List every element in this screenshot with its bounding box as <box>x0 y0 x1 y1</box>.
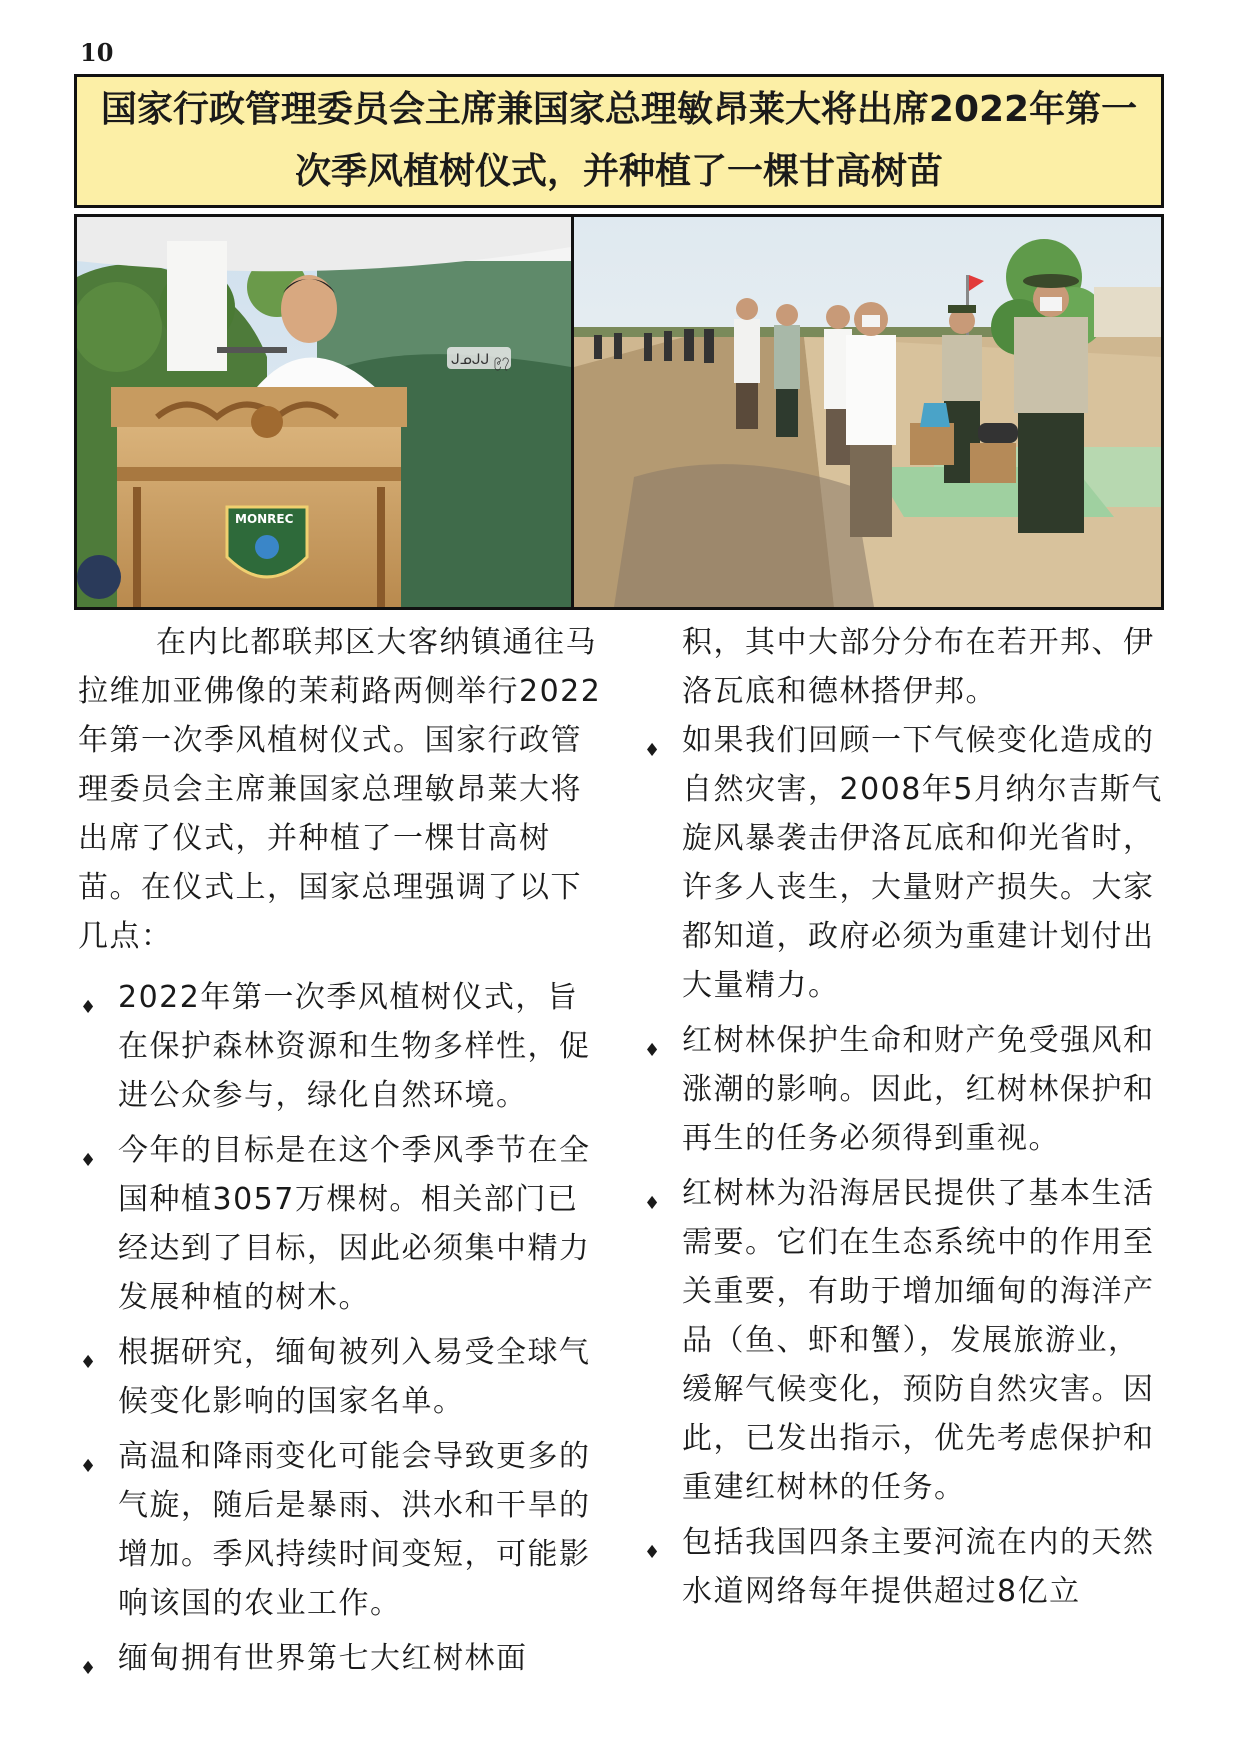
monrec-emblem-label: MONREC <box>235 512 294 526</box>
bullet-diamond-icon: ♦ <box>80 1456 98 1477</box>
bullet-list-right <box>642 716 1170 1616</box>
bullet-diamond-icon: ♦ <box>644 740 662 761</box>
bullet-diamond-icon: ♦ <box>80 997 98 1018</box>
list-item <box>78 1634 608 1683</box>
backdrop-label: ᒍᓄᒍᒍ ၉၇ <box>451 352 510 368</box>
bullet-diamond-icon: ♦ <box>644 1542 662 1563</box>
bullet-diamond-icon: ♦ <box>644 1040 662 1061</box>
photo-strip <box>74 214 1164 610</box>
list-item <box>642 1518 1170 1616</box>
right-column <box>642 618 1170 1616</box>
intro-paragraph: 在内比都联邦区大客纳镇通往马拉维加亚佛像的茉莉路两侧举行2022年第一次季风植树仪式。国家行政管理委员会主席兼国家总理敏昂莱大将出席了仪式，并种植了一棵甘高树苗。在仪式上，国家总理强调了以下几点： <box>78 625 602 954</box>
bullet-text: 红树林为沿海居民提供了基本生活需要。它们在生态系统中的作用至关重要，有助于增加缅甸的海洋产品（鱼、虾和蟹），发展旅游业，缓解气候变化，预防自然灾害。因此，已发出指示，优先考虑保护和重建红树林的任务。 <box>682 1176 1155 1505</box>
bullet-text: 今年的目标是在这个季风季节在全国种植3057万棵树。相关部门已经达到了目标，因此必须集中精力发展种植的树木。 <box>118 1133 591 1315</box>
article-title-line-2: 次季风植树仪式，并种植了一棵甘高树苗 <box>294 151 943 192</box>
bullet-text: 红树林保护生命和财产免受强风和涨潮的影响。因此，红树林保护和再生的任务必须得到重视。 <box>682 1023 1155 1156</box>
continuation-text: 积，其中大部分分布在若开邦、伊洛瓦底和德林搭伊邦。 <box>682 625 1155 709</box>
bullet-text: 包括我国四条主要河流在内的天然水道网络每年提供超过8亿立 <box>682 1525 1155 1609</box>
bullet-diamond-icon: ♦ <box>644 1193 662 1214</box>
photo-speech-at-podium <box>77 217 571 607</box>
page-number: 10 <box>80 38 114 67</box>
bullet-text: 高温和降雨变化可能会导致更多的气旋，随后是暴雨、洪水和干旱的增加。季风持续时间变短，可能影响该国的农业工作。 <box>118 1439 591 1621</box>
bullet-text: 如果我们回顾一下气候变化造成的自然灾害，2008年5月纳尔吉斯气旋风暴袭击伊洛瓦底和仰光省时，许多人丧生，大量财产损失。大家都知道，政府必须为重建计划付出大量精力。 <box>682 723 1163 1003</box>
list-item <box>78 1328 608 1426</box>
list-item <box>642 1016 1170 1163</box>
article-title-box <box>74 74 1164 208</box>
list-item <box>642 1169 1170 1512</box>
bullet-diamond-icon: ♦ <box>80 1352 98 1373</box>
bullet-list-left <box>78 973 608 1683</box>
bullet-diamond-icon: ♦ <box>80 1658 98 1679</box>
bullet-text: 缅甸拥有世界第七大红树林面 <box>118 1641 528 1676</box>
podium-photo-illustration <box>77 217 571 607</box>
article-title-line-1: 国家行政管理委员会主席兼国家总理敏昂莱大将出席2022年第一 <box>100 89 1138 130</box>
bullet-diamond-icon: ♦ <box>80 1150 98 1171</box>
list-item <box>78 1432 608 1628</box>
list-item <box>78 1126 608 1322</box>
article-body <box>78 618 1168 1728</box>
bullet-text: 2022年第一次季风植树仪式，旨在保护森林资源和生物多样性，促进公众参与，绿化自然环境。 <box>118 980 591 1113</box>
list-item <box>642 716 1170 1010</box>
attendee-main <box>846 302 896 537</box>
list-item <box>78 973 608 1120</box>
photo-tree-planting-ceremony <box>574 217 1161 607</box>
left-column <box>78 618 608 1683</box>
bullet-text: 根据研究，缅甸被列入易受全球气候变化影响的国家名单。 <box>118 1335 591 1419</box>
planting-photo-illustration <box>574 217 1161 607</box>
